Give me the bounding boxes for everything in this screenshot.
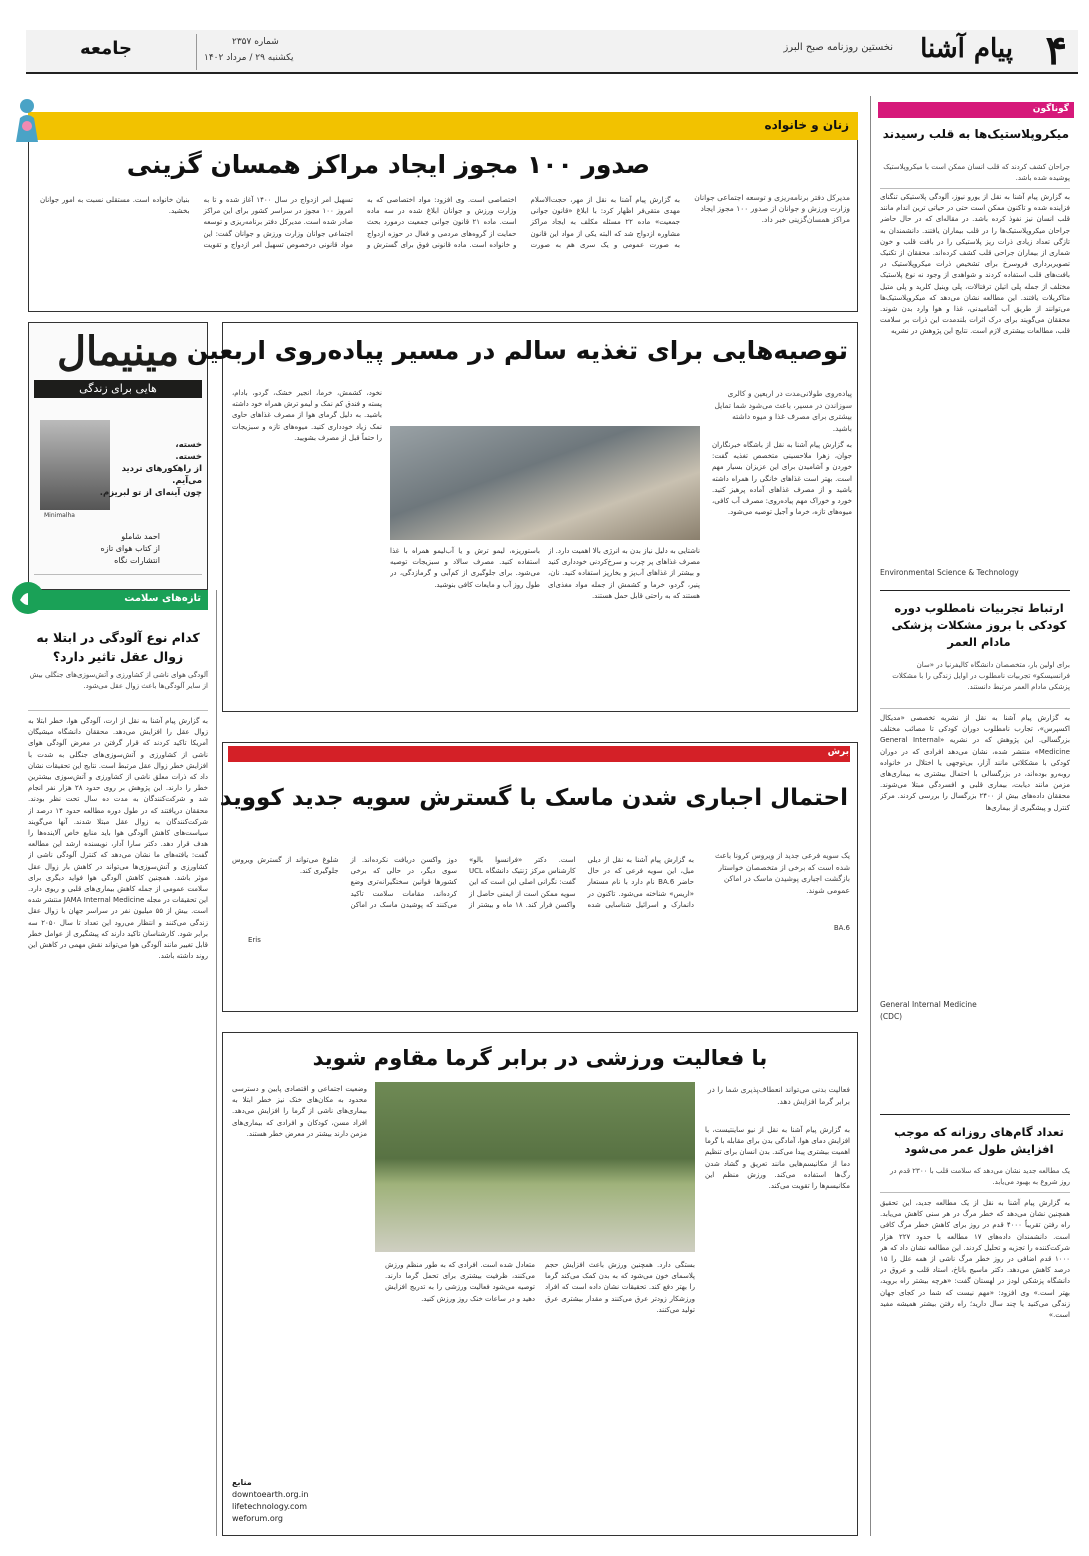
ad-title: مینیمال xyxy=(56,328,179,375)
sidebar-story2-title: ارتباط تجربیات نامطلوب دوره کودکی با بروز مشکلات پزشکی مادام العمر xyxy=(891,601,1067,649)
sidebar-story2-journal: General Internal Medicine xyxy=(880,1000,977,1009)
license-title: صدور ۱۰۰ مجوز ایجاد مراکز همسان گزینی xyxy=(126,150,650,179)
heat-body4: متعادل شده است. افرادی که به طور منظم ورزش می‌کنند، ظرفیت بیشتری برای تحمل گرما دارند. توصیه می‌شود فعالیت ورزشی را به تدریج افزایش دهید و در ساعات خنک روز ورزش کنید. xyxy=(385,1261,535,1303)
mask-sub: یک سویه فرعی جدید از ویروس کرونا باعث شده است که برخی از متخصصان خواستار بازگشت اجباری پوشیدن ماسک در اماکن عمومی شوند. xyxy=(714,851,850,895)
nutrition-title: توصیه‌هایی برای تغذیه سالم در مسیر پیاده‌روی اربعین xyxy=(186,336,848,365)
sidebar-rule-5 xyxy=(880,1192,1070,1193)
sidebar-story2-cdc: (CDC) xyxy=(880,1012,903,1021)
sidebar-story2-body: به گزارش پیام آشنا به نقل از نشریه تخصصی «مدیکال اکسپرس»، تجارب نامطلوب دوران کودکی تا مصائب مختلف بزرگسالی. این پژوهش که در نشریه «General Internal Medicine» منتشر شده، نشان می‌دهد افرادی که در دوران کودکی با مشکلاتی مانند آزار، بی‌توجهی یا اختلال در خانواده روبه‌رو بوده‌اند، در بزرگسالی با احتمال بیشتری به بیماری‌های مزمن مانند دیابت، بیماری قلبی و افسردگی مبتلا می‌شوند. محققان داده‌های بیش از ۲۴۰۰ بزرگسال را بررسی کردند. مرکز کنترل و پیشگیری از بیماری‌ها xyxy=(880,714,1070,812)
license-body: به گزارش پیام آشنا به نقل از مهر، حجت‌الاسلام مهدی متقی‌فر اظهار کرد: با ابلاغ «قانون جوانی جمعیت» ماده ۲۲ مسئله مکلف به ایجاد مراکز مشاوره ازدواج شد که البته یکی از مواد این قانون به صورت عمومی و یک سری هم به صورت اختصاصی است. وی افزود: مواد اختصاصی که به وزارت ورزش و جوانان ابلاغ شده در سه ماده است. ماده ۲۱ قانون جوانی جمعیت درمورد بحث حمایت از گروه‌های مردمی و فعال در حوزه ازدواج و خانواده است. ماده قانونی فوق برای گسترش و تسهیل امر ازدواج در سال ۱۴۰۰ آغاز شده و تا به امروز ۱۰۰ مجوز در سراسر کشور برای این مراکز صادر شده است. مدیرکل دفتر برنامه‌ریزی و توسعه اجتماعی جوانان وزارت ورزش و جوانان گفت: این مواد قانونی درخصوص تسهیل امر ازدواج و تقویت بنیان خانواده است. مستقلی نسبت به امور جوانان بخشید. xyxy=(40,196,680,249)
sidebar-story1-title: میکروپلاستیک‌ها به قلب رسیدند xyxy=(882,127,1069,141)
health-sub: آلودگی هوای ناشی از کشاورزی و آتش‌سوزی‌های جنگلی بیش از سایر آلودگی‌ها باعث زوال عقل می‌شود. xyxy=(29,671,208,690)
ad-book: از کتاب هوای تازه xyxy=(100,544,160,553)
left-column-divider xyxy=(216,590,217,1536)
masthead-logo: پیام آشنا xyxy=(920,34,1013,64)
mask-tag: برش xyxy=(827,747,849,757)
ad-poem-2: خسته. xyxy=(175,452,202,462)
mask-tag-bar xyxy=(228,746,850,762)
sidebar-rule-1 xyxy=(880,188,1070,189)
nutrition-body2: ناشتایی به دلیل نیاز بدن به انرژی بالا اهمیت دارد. از مصرف غذاهای پر چرب و سرخ‌کردنی خودداری کنید و بیشتر از غذاهای آب‌پز و بخارپز استفاده کنید. نان، پنیر، گردو، خرما و کشمش از جمله مواد مغذی‌ای هستند که به راحتی قابل حمل هستند. xyxy=(548,547,700,600)
ad-author: احمد شاملو xyxy=(121,532,160,541)
nutrition-body4: نخود، کشمش، خرما، انجیر خشک، گردو، بادام، پسته و فندق کم نمک و لیمو ترش همراه خود داشته باشید. به دلیل گرمای هوا از مصرف غذاهای حاوی نمک زیاد خودداری کنید. میوه‌های تازه و سبزیجات را حتماً قبل از مصرف بشویید. xyxy=(232,389,382,442)
masthead-tagline: نخستین روزنامه صبح البرز xyxy=(783,42,893,53)
ad-handle: Minimalha xyxy=(44,512,75,519)
mask-title: احتمال اجباری شدن ماسک با گسترش سویه جدید کووید xyxy=(219,785,848,811)
health-rule xyxy=(28,710,208,711)
mask-variant: Eris xyxy=(248,936,261,944)
mask-body: به گزارش پیام آشنا به نقل از دیلی میل، این سویه فرعی که در حال حاضر BA.6 نام دارد با نام مستعار «اریس» شناخته می‌شود. تاکنون در دانمارک و اسرائیل شناسایی شده است. دکتر «فرانسوا بالو» کارشناس مرکز ژنتیک دانشگاه UCL گفت: نگرانی اصلی این است که این سویه ممکن است از ایمنی حاصل از واکسن فرار کند. ۱۸ ماه و بیشتر از دوز واکسن دریافت نکرده‌اند. از سوی دیگر، در حالی که برخی کشورها قوانین سختگیرانه‌تری وضع کرده‌اند، مقامات سلامت تاکید می‌کنند که پوشیدن ماسک در اماکن شلوغ می‌تواند از گسترش ویروس جلوگیری کند. xyxy=(232,856,694,909)
page-number: ۴ xyxy=(1045,27,1067,74)
heat-source-1: downtoearth.org.in xyxy=(232,1490,309,1499)
sidebar-story3-sub: یک مطالعه جدید نشان می‌دهد که سلامت قلب با ۲۳۰۰ قدم در روز شروع به بهبود می‌یابد. xyxy=(889,1167,1070,1186)
heat-source-2: lifetechnology.com xyxy=(232,1502,308,1511)
heat-sub: فعالیت بدنی می‌تواند انعطاف‌پذیری شما را در برابر گرما افزایش دهد. xyxy=(707,1085,850,1106)
health-body: به گزارش پیام آشنا به نقل از ارت، آلودگی هوا، خطر ابتلا به زوال عقل را افزایش می‌دهد. محققان دانشگاه میشیگان آمریکا تاکید کردند که قرار گرفتن در معرض آلودگی هوای ناشی از کشاورزی و آتش‌سوزی‌های جنگلی به شدت با افزایش خطر زوال عقل مرتبط است. نتایج این تحقیقات نشان داد که ذرات معلق ناشی از کشاورزی و آتش‌سوزی بیشترین خطر را دارند. این پژوهش بر روی حدود ۲۸ هزار نفر انجام شد و شرکت‌کنندگان به مدت ده سال تحت نظر بودند. محققان دریافتند که در طول دوره مطالعه حدود ۱۴ درصد از شرکت‌کنندگان به زوال عقل مبتلا شدند. آنها می‌گویند سیاست‌های کاهش آلودگی هوا باید منابع خاص آلاینده‌ها را هدف قرار دهد. دکتر سارا آدار، نویسنده ارشد این مطالعه گفت: یافته‌های ما نشان می‌دهد که کنترل آلودگی ناشی از کشاورزی و آتش‌سوزی‌ها می‌تواند در کاهش بار زوال عقل موثر باشد. همچنین کاهش آلودگی هوا فواید دیگری برای سلامت عمومی از جمله کاهش بیماری‌های قلبی و ریوی دارد. این تحقیقات در مجله JAMA Internal Medicine منتشر شده است. بیش از ۵۵ میلیون نفر در سراسر جهان با زوال عقل زندگی می‌کنند و انتظار می‌رود این تعداد تا سال ۲۰۵۰ سه برابر شود. کارشناسان تاکید دارند که پیشگیری از عوامل خطر قابل تغییر مانند آلودگی هوا می‌تواند نقش مهمی در کاهش این روند داشته باشد. xyxy=(28,717,208,961)
ad-poem-4: می‌آیم. xyxy=(172,476,202,486)
nutrition-sub: پیاده‌روی طولانی‌مدت در اربعین و کالری سوزاندن در مسیر، باعث می‌شود شما تمایل بیشتری برای مصرف غذا و میوه داشته باشید. xyxy=(714,389,852,433)
nutrition-body3: باستوریزه، لیمو ترش و یا آب‌لیمو همراه با غذا استفاده کنید. مصرف سالاد و سبزیجات توصیه می‌شود. برای جلوگیری از کم‌آبی و گرمازدگی، در طول روز آب و مایعات کافی بنوشید. xyxy=(390,547,540,589)
sidebar-rule-2 xyxy=(880,590,1070,591)
ad-social-strip xyxy=(34,574,202,582)
license-sub: مدیرکل دفتر برنامه‌ریزی و توسعه اجتماعی جوانان وزارت ورزش و جوانان از صدور ۱۰۰ مجوز ایجاد مراکز همسان‌گزینی خبر داد. xyxy=(694,193,850,224)
sidebar-story1-sub: جراحان کشف کردند که قلب انسان ممکن است با میکروپلاستیک پوشیده شده باشد. xyxy=(883,163,1070,182)
mask-code: BA.6 xyxy=(833,924,850,932)
health-tag: تازه‌های سلامت xyxy=(124,593,201,604)
sidebar-rule-4 xyxy=(880,1114,1070,1115)
nutrition-body1: به گزارش پیام آشنا به نقل از باشگاه خبرنگاران جوان، زهرا ملاحسینی متخصص تغذیه گفت: خوردن و آشامیدن برای این عزیزان بسیار مهم است. بهتر است غذاهای خانگی را همراه داشته باشید و از مصرف غذاهای آماده پرهیز کنید. خورد و خوراک مهم پیاده‌روی: مصرف آب کافی، میوه‌های تازه، خرما و آجیل توصیه می‌شود. xyxy=(712,441,852,517)
heat-body1: به گزارش پیام آشنا به نقل از نیو ساینتیست، با افزایش دمای هوا، آمادگی بدن برای مقابله با گرما اهمیت بیشتری پیدا می‌کند. بدن انسان برای تنظیم دما از مکانیسم‌هایی مانند تعریق و گشاد شدن رگ‌ها استفاده می‌کند. ورزش منظم این مکانیسم‌ها را تقویت می‌کند. xyxy=(705,1126,850,1191)
issue-number: شماره ۲۳۵۷ xyxy=(232,37,279,47)
ad-poem-1: خسته، xyxy=(175,440,202,450)
sidebar-tag-label: گوناگون xyxy=(1032,104,1069,114)
sidebar-story1-journal: Environmental Science & Technology xyxy=(880,568,1019,577)
license-tag: زنان و خانواده xyxy=(764,118,849,132)
sidebar-story2-sub: برای اولین بار، متخصصان دانشگاه کالیفرنیا در «سان فرانسیسکو» تجربیات نامطلوب در اوایل زندگی را با مشکلات پزشکی مادام العمر مرتبط دانستند. xyxy=(892,661,1070,691)
nutrition-photo xyxy=(390,426,700,540)
heat-title: با فعالیت ورزشی در برابر گرما مقاوم شوید xyxy=(312,1046,768,1070)
heat-source-label: منابع xyxy=(232,1478,252,1487)
heat-body2: وضعیت اجتماعی و اقتصادی پایین و دسترسی محدود به مکان‌های خنک نیز خطر ابتلا به بیماری‌های ناشی از گرما را افزایش می‌دهد. افراد مسن، کودکان و افرادی که بیماری‌های مزمن دارند بیشتر در معرض خطر هستند. xyxy=(232,1085,367,1138)
family-icon xyxy=(10,96,44,146)
ad-poem-3: از راهکورهای تردید xyxy=(121,464,202,474)
sidebar-story3-body: به گزارش پیام آشنا به نقل از یک مطالعه جدید، این تحقیق همچنین نشان می‌دهد که خطر مرگ در هر سنی کاهش می‌یابد. راه رفتن تقریباً ۴۰۰۰ قدم در روز برای کاهش خطر مرگ کافی است. دانشمندان داده‌های ۱۷ مطالعه با حدود ۲۲۷ هزار شرکت‌کننده را تجزیه و تحلیل کردند. این مطالعه نشان داد که هر ۱۰۰۰ قدم اضافی در روز خطر مرگ ناشی از همه علل را ۱۵ درصد کاهش می‌دهد. دکتر ماسیج باناخ، استاد قلب و عروق در دانشگاه پزشکی لودز در لهستان گفت: «هرچه بیشتر راه بروید، بهتر است.» وی افزود: «مهم نیست که شما در کجای جهان زندگی می‌کنید یا چند سال دارید؛ راه رفتن بیشتر همیشه مفید است.» xyxy=(880,1199,1070,1320)
sidebar-story3-title: تعداد گام‌های روزانه که موجب افزایش طول عمر می‌شود xyxy=(894,1125,1064,1156)
issue-date: یکشنبه ۲۹ / مرداد ۱۴۰۲ xyxy=(204,53,294,63)
ad-poem-5: چون آینه‌ای از تو لبریزم. xyxy=(99,488,202,498)
health-title: کدام نوع آلودگی در ابتلا به زوال عقل تاثیر دارد؟ xyxy=(36,630,200,664)
section-label: جامعه xyxy=(80,38,132,59)
sidebar-divider xyxy=(870,96,871,1536)
ad-publisher: انتشارات نگاه xyxy=(114,556,160,565)
sidebar-story1-body: به گزارش پیام آشنا به نقل از یورو نیوز، آلودگی پلاستیکی تنگنای فزاینده شده و تاکنون ممکن است حتی در حیاتی ترین اندام مانند قلب انسان نیز نفوذ کرده باشد. در مقاله‌ای که در حال حاضر جراحان میکروپلاستیک‌ها را در قلب بیماران یافتند. دانشمندان به تازگی تعداد زیادی ذرات ریز پلاستیکی را در بافت قلب و خون شماری از بیماران جراحی قلب کشف کرده‌اند. محققان از تکنیک تصویربرداری فروسرخ برای تشخیص ذرات میکروپلاستیک در بافت‌های قلب استفاده کردند و شواهدی از وجود نه نوع پلاستیک مختلف از جمله پلی اتیلن ترفتالات، پلی وینیل کلرید و پلی متیل متاکریلات یافتند. این مطالعه نشان می‌دهد که میکروپلاستیک‌ها می‌توانند از طریق آب آشامیدنی، غذا و هوا وارد بدن شوند. محققان می‌گویند برای درک اثرات بلندمدت این ذرات بر سلامت قلب، مطالعات بیشتری لازم است. نتایج این پژوهش در نشریه xyxy=(880,193,1070,336)
heat-source-3: weforum.org xyxy=(232,1514,283,1523)
license-tag-bar xyxy=(28,112,858,140)
heat-body3: بستگی دارد. همچنین ورزش باعث افزایش حجم پلاسمای خون می‌شود که به بدن کمک می‌کند گرما را بهتر دفع کند. تحقیقات نشان داده است که افراد ورزشکار زودتر عرق می‌کنند و مقدار بیشتری عرق تولید می‌کنند. xyxy=(545,1261,695,1314)
masthead-divider xyxy=(196,34,197,70)
sidebar-rule-3 xyxy=(880,708,1070,709)
ad-subtitle: هایی برای زندگی xyxy=(34,380,202,398)
heat-photo xyxy=(375,1082,695,1252)
